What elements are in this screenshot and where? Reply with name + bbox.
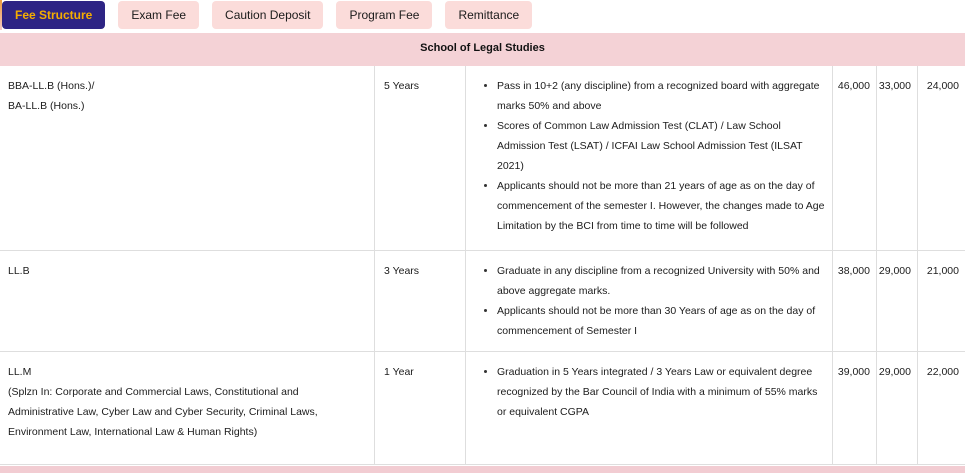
program-line: BBA-LL.B (Hons.)/: [8, 80, 95, 92]
duration-cell: 1 Year: [375, 352, 466, 464]
duration-cell: 3 Years: [375, 251, 466, 351]
fee-cell: 46,000: [833, 66, 877, 250]
eligibility-item: Applicants should not be more than 30 Years of age as on the day of commencement of Semester I: [497, 301, 827, 341]
program-cell: [0, 66, 375, 250]
fee-tabs: [0, 0, 965, 33]
fee-cell: 29,000: [877, 352, 918, 464]
fee-cell: 24,000: [926, 80, 959, 92]
eligibility-list: [466, 261, 827, 341]
eligibility-cell: [466, 66, 833, 250]
table-row: [0, 352, 965, 465]
eligibility-list: [466, 362, 827, 422]
eligibility-item: Graduation in 5 Years integrated / 3 Years Law or equivalent degree recognized by the Bar Council of India with a minimum of 55% marks or equivalent CGPA: [497, 362, 827, 422]
eligibility-cell: [466, 251, 833, 351]
section-title: School of Legal Studies: [420, 42, 545, 54]
section-band: [0, 33, 965, 66]
bottom-strip: [0, 466, 965, 473]
eligibility-item: Graduate in any discipline from a recognized University with 50% and above aggregate marks.: [497, 261, 827, 301]
fee-cell: 39,000: [833, 352, 877, 464]
program-cell: [0, 352, 375, 464]
eligibility-item: Scores of Common Law Admission Test (CLAT) / Law School Admission Test (LSAT) / ICFAI Law School Admission Test (ILSAT 2021): [497, 116, 827, 176]
fee-cell: 29,000: [877, 251, 918, 351]
fee-cell: 33,000: [877, 66, 918, 250]
program-cell: [0, 251, 375, 351]
page-edge-accent: [0, 0, 2, 30]
fee-table-body: [0, 66, 965, 465]
table-row: [0, 66, 965, 251]
eligibility-item: Pass in 10+2 (any discipline) from a recognized board with aggregate marks 50% and above: [497, 76, 827, 116]
tab-fee-structure[interactable]: Fee Structure: [2, 1, 105, 29]
program-line: (Splzn In: Corporate and Commercial Laws, Constitutional and Administrative Law, Cyber Law and Cyber Security, Criminal Laws, Environment Law, International Law & Human Rights): [8, 386, 318, 438]
tab-caution-deposit[interactable]: Caution Deposit: [212, 1, 323, 29]
eligibility-item: Applicants should not be more than 21 years of age as on the day of commencement of the semester I. However, the changes made to Age Limitation by the BCI from time to time will be followed: [497, 176, 827, 236]
fee-cell: 21,000: [926, 265, 959, 277]
program-line: BA-LL.B (Hons.): [8, 100, 85, 112]
tab-exam-fee[interactable]: Exam Fee: [118, 1, 199, 29]
fee-cell: 22,000: [926, 366, 959, 378]
program-line: LL.M: [8, 366, 32, 378]
program-line: LL.B: [8, 265, 30, 277]
eligibility-cell: [466, 352, 833, 464]
tab-program-fee[interactable]: Program Fee: [336, 1, 432, 29]
duration-cell: 5 Years: [375, 66, 466, 250]
eligibility-list: [466, 76, 827, 236]
table-row: [0, 251, 965, 352]
fee-cell: 38,000: [833, 251, 877, 351]
tab-remittance[interactable]: Remittance: [445, 1, 532, 29]
